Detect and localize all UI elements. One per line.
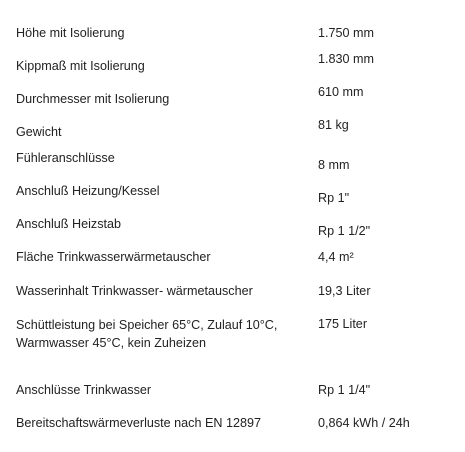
spec-label-wasserinhalt: Wasserinhalt Trinkwasser- wärmetauscher — [16, 284, 253, 298]
spec-label-durchmesser: Durchmesser mit Isolierung — [16, 92, 170, 106]
spec-value-kippmass: 1.830 mm — [318, 52, 374, 66]
spec-value-anschluss-heizung: Rp 1" — [318, 191, 350, 205]
spec-value-bereitschaftsverluste: 0,864 kWh / 24h — [318, 416, 410, 430]
spec-value-gewicht: 81 kg — [318, 118, 349, 132]
spec-label-fuehleranschluesse: Fühleranschlüsse — [16, 151, 115, 165]
spec-label-hoehe: Höhe mit Isolierung — [16, 26, 125, 40]
spec-value-durchmesser: 610 mm — [318, 85, 364, 99]
spec-label-anschluss-heizstab: Anschluß Heizstab — [16, 217, 121, 231]
spec-label-anschluss-heizung: Anschluß Heizung/Kessel — [16, 184, 160, 198]
spec-value-flaeche-waermetauscher: 4,4 m² — [318, 250, 354, 264]
spec-value-wasserinhalt: 19,3 Liter — [318, 284, 371, 298]
spec-label-schuettleistung: Schüttleistung bei Speicher 65°C, Zulauf 10°C, Warmwasser 45°C, kein Zuheizen — [16, 318, 278, 350]
spec-value-fuehleranschluesse: 8 mm — [318, 158, 350, 172]
spec-value-anschluesse-trinkwasser: Rp 1 1/4" — [318, 383, 371, 397]
spec-value-anschluss-heizstab: Rp 1 1/2" — [318, 224, 371, 238]
spec-value-hoehe: 1.750 mm — [318, 26, 374, 40]
spec-label-flaeche-waermetauscher: Fläche Trinkwasserwärmetauscher — [16, 250, 211, 264]
spec-value-schuettleistung: 175 Liter — [318, 317, 368, 331]
spec-label-bereitschaftsverluste: Bereitschaftswärmeverluste nach EN 12897 — [16, 416, 262, 430]
spec-label-kippmass: Kippmaß mit Isolierung — [16, 59, 145, 73]
spec-label-anschluesse-trinkwasser: Anschlüsse Trinkwasser — [16, 383, 152, 397]
spec-label-gewicht: Gewicht — [16, 125, 62, 139]
